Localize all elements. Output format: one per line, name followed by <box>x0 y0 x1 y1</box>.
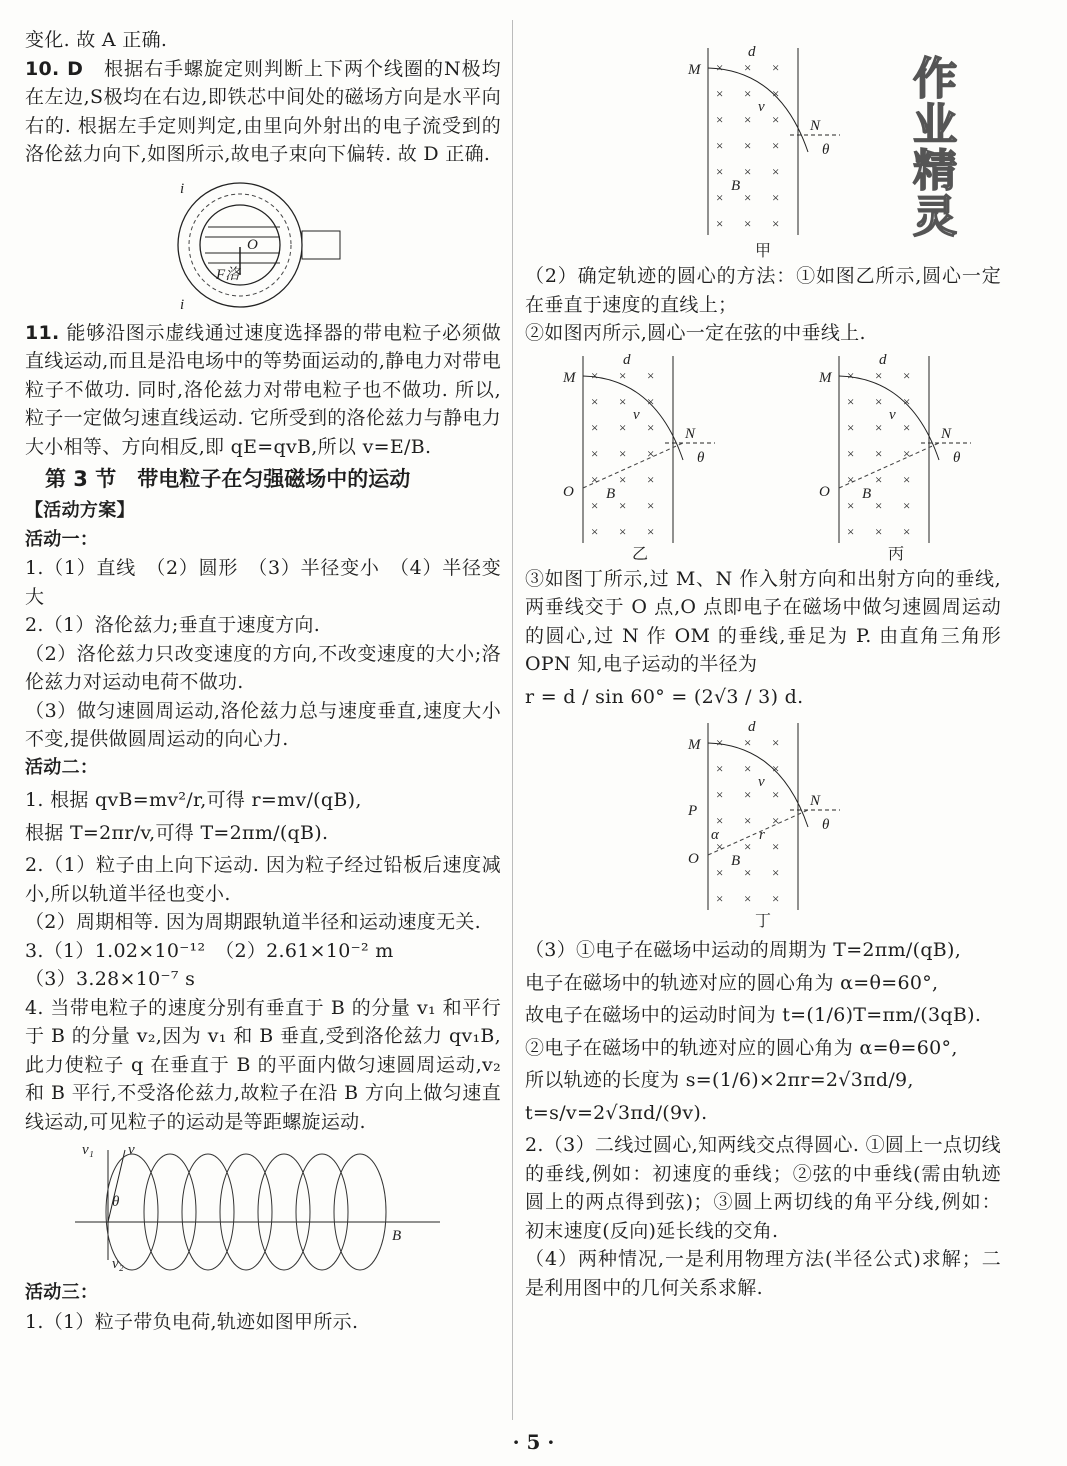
caption-bing: 丙 <box>887 543 904 563</box>
field-cross-mark: × <box>716 865 724 880</box>
formula-line: 所以轨迹的长度为 s=(1/6)×2πr=2√3πd/9, <box>525 1069 914 1091</box>
label-v: v <box>889 406 896 423</box>
field-cross-mark: × <box>716 216 724 231</box>
label-v1: v₁ <box>82 1142 94 1158</box>
field-cross-mark: × <box>875 419 883 435</box>
field-cross-mark: × <box>772 787 780 802</box>
label-d: d <box>879 351 887 368</box>
label-current: i <box>180 296 185 313</box>
field-cross-mark: × <box>716 86 724 101</box>
label-current: i <box>180 180 185 197</box>
label-lorentz-force: F洛 <box>216 266 241 283</box>
field-cross-mark: × <box>744 839 752 854</box>
watermark: 作业精灵 <box>905 55 956 239</box>
field-cross-mark: × <box>744 787 752 802</box>
field-cross-mark: × <box>772 138 780 153</box>
formula-line: （3）①电子在磁场中运动的周期为 T=2πm/(qB), <box>525 939 962 961</box>
field-cross-mark: × <box>591 471 599 487</box>
field-cross-mark: × <box>744 60 752 75</box>
figure-yi <box>555 348 725 543</box>
label-r: r <box>759 827 765 843</box>
field-cross-mark: × <box>716 112 724 127</box>
label-b: B <box>392 1228 402 1244</box>
field-cross-mark: × <box>716 891 724 906</box>
field-cross-mark: × <box>647 419 655 435</box>
field-cross-mark: × <box>744 891 752 906</box>
section-title: 第 3 节 带电粒子在匀强磁场中的运动 <box>45 467 411 491</box>
field-cross-mark: × <box>875 445 883 461</box>
field-cross-mark: × <box>744 735 752 750</box>
field-cross-mark: × <box>903 471 911 487</box>
field-cross-mark: × <box>772 86 780 101</box>
paragraph: 2.（1）粒子由上向下运动. 因为粒子经过铅板后速度减小,所以轨道半径也变小. <box>25 854 501 905</box>
paragraph: 变化. 故 A 正确. <box>25 29 168 51</box>
field-cross-mark: × <box>847 419 855 435</box>
field-cross-mark: × <box>647 393 655 409</box>
activity-plan-heading: 【活动方案】 <box>25 500 135 521</box>
field-cross-mark: × <box>772 112 780 127</box>
label-o: O <box>247 236 258 253</box>
figure-pair <box>525 348 1001 565</box>
label-o: O <box>688 851 699 867</box>
field-cross-mark: × <box>744 865 752 880</box>
label-n: N <box>810 118 821 134</box>
field-cross-mark: × <box>619 367 627 383</box>
answer-11 <box>25 319 501 462</box>
field-cross-mark: × <box>772 891 780 906</box>
field-cross-mark: × <box>772 813 780 828</box>
field-cross-mark: × <box>903 393 911 409</box>
paragraph: （2）洛伦兹力只改变速度的方向,不改变速度的大小;洛伦兹力对运动电荷不做功. <box>25 642 501 693</box>
figure-ding <box>680 715 850 910</box>
label-b: B <box>731 853 741 869</box>
label-theta: θ <box>822 817 830 833</box>
field-cross-mark: × <box>647 445 655 461</box>
field-cross-mark: × <box>847 471 855 487</box>
label-b: B <box>606 485 616 502</box>
field-cross-mark: × <box>772 839 780 854</box>
helix-loop <box>220 1154 272 1270</box>
field-cross-mark: × <box>619 393 627 409</box>
label-v: v <box>758 774 765 790</box>
answer-text: 能够沿图示虚线通过速度选择器的带电粒子必须做直线运动,而且是沿电场中的等势面运动的,静电力对带电粒子不做功. 同时,洛伦兹力对带电粒子也不做功. 所以,粒子一定做匀速直线运动. 它所受到的洛伦兹力与静电力大小相等、方向相反,即 qE=qvB,所以 v=E/B. <box>25 321 501 458</box>
label-p: P <box>688 803 698 819</box>
field-cross-mark: × <box>772 735 780 750</box>
field-cross-mark: × <box>744 138 752 153</box>
formula-line: r = d / sin 60° = (2√3 / 3) d. <box>525 685 804 708</box>
caption-jia: 甲 <box>754 241 771 260</box>
paragraph: ②如图丙所示,圆心一定在弦的中垂线上. <box>525 322 866 344</box>
label-n: N <box>685 425 696 442</box>
formula-line: t=s/v=2√3πd/(9v). <box>525 1101 708 1124</box>
label-o: O <box>819 483 830 500</box>
solenoid-figure <box>150 175 360 315</box>
label-alpha: α <box>711 827 719 843</box>
label-m: M <box>563 369 576 386</box>
label-d: d <box>623 351 631 368</box>
field-cross-mark: × <box>875 471 883 487</box>
label-v: v <box>633 406 640 423</box>
field-cross-mark: × <box>619 497 627 513</box>
label-m: M <box>819 369 832 386</box>
label-theta: θ <box>953 449 961 466</box>
label-b: B <box>862 485 872 502</box>
label-b: B <box>731 178 741 194</box>
field-cross-mark: × <box>875 497 883 513</box>
activity-2-heading: 活动二： <box>25 756 99 778</box>
field-cross-mark: × <box>716 839 724 854</box>
field-cross-mark: × <box>903 523 911 539</box>
field-cross-mark: × <box>591 497 599 513</box>
paragraph: （2）周期相等. 因为周期跟轨道半径和运动速度无关. <box>25 911 482 933</box>
field-cross-mark: × <box>716 735 724 750</box>
paragraph: 4. 当带电粒子的速度分别有垂直于 B 的分量 v₁ 和平行于 B 的分量 v₂,因为 v₁ 和 B 垂直,受到洛伦兹力 qv₁B,此力使粒子 q 在垂直于 B 的平面内做匀速圆周运动,v₂ 和 B 平行,不受洛伦兹力,故粒子在沿 B 方向上做匀速直线运动,可见粒子的运动是等距螺旋运动. <box>25 996 501 1133</box>
field-cross-mark: × <box>772 164 780 179</box>
field-cross-mark: × <box>716 164 724 179</box>
field-cross-mark: × <box>619 523 627 539</box>
field-cross-mark: × <box>903 497 911 513</box>
paragraph: （2）确定轨迹的圆心的方法：①如图乙所示,圆心一定在垂直于速度的直线上； <box>525 265 1001 316</box>
helix-loop <box>334 1154 386 1270</box>
field-cross-mark: × <box>903 445 911 461</box>
helix-figure <box>70 1140 450 1275</box>
field-cross-mark: × <box>619 471 627 487</box>
field-cross-mark: × <box>716 60 724 75</box>
paragraph: 1.（1）粒子带负电荷,轨迹如图甲所示. <box>25 1310 359 1333</box>
field-cross-mark: × <box>647 471 655 487</box>
label-o: O <box>563 483 574 500</box>
field-cross-mark: × <box>772 761 780 776</box>
paragraph: 2.（3）二线过圆心,知两线交点得圆心. ①圆上一点切线的垂线,例如：初速度的垂线；②弦的中垂线(需由轨迹圆上的两点得到弦)；③圆上两切线的角平分线,例如：初末速度(反向)延长线的交角. <box>525 1134 1001 1242</box>
answer-10 <box>25 55 501 169</box>
item-number: 11. <box>25 321 60 344</box>
field-cross-mark: × <box>847 445 855 461</box>
figure-yi-wrap <box>555 348 725 565</box>
field-cross-mark: × <box>744 112 752 127</box>
field-cross-mark: × <box>875 367 883 383</box>
column-divider <box>512 20 513 1420</box>
paragraph: （4）两种情况,一是利用物理方法(半径公式)求解；二是利用图中的几何关系求解. <box>525 1248 1001 1299</box>
activity-1-heading: 活动一： <box>25 528 99 550</box>
field-cross-mark: × <box>847 367 855 383</box>
helix-loop <box>296 1154 348 1270</box>
field-cross-mark: × <box>903 367 911 383</box>
label-v: v <box>128 1142 135 1158</box>
paragraph: ③如图丁所示,过 M、N 作入射方向和出射方向的垂线,两垂线交于 O 点,O 点即电子在磁场中做匀速圆周运动的圆心,过 N 作 OM 的垂线,垂足为 P. 由直角三角形 OPN 知,电子运动的半径为 <box>525 567 1001 675</box>
field-cross-mark: × <box>591 445 599 461</box>
caption-ding: 丁 <box>754 911 771 930</box>
label-m: M <box>688 62 701 78</box>
paragraph: 3.（1）1.02×10⁻¹² （2）2.61×10⁻² m <box>25 939 394 962</box>
field-cross-mark: × <box>772 865 780 880</box>
formula-line: 1. 根据 qvB=mv²/r,可得 r=mv/(qB), <box>25 789 362 811</box>
paragraph: 1.（1）直线 （2）圆形 （3）半径变小 （4）半径变大 <box>25 557 501 608</box>
label-n: N <box>941 425 952 442</box>
label-theta: θ <box>697 449 705 466</box>
field-cross-mark: × <box>744 813 752 828</box>
field-cross-mark: × <box>647 523 655 539</box>
paragraph: （3）3.28×10⁻⁷ s <box>25 968 196 990</box>
field-cross-mark: × <box>744 190 752 205</box>
paragraph: 2.（1）洛伦兹力;垂直于速度方向. <box>25 614 321 636</box>
field-cross-mark: × <box>619 445 627 461</box>
caption-yi: 乙 <box>631 543 648 563</box>
field-cross-mark: × <box>744 164 752 179</box>
left-column <box>25 26 501 1336</box>
field-cross-mark: × <box>716 813 724 828</box>
formula-line: ②电子在磁场中的轨迹对应的圆心角为 α=θ=60°, <box>525 1036 958 1059</box>
field-cross-mark: × <box>847 523 855 539</box>
field-cross-mark: × <box>619 419 627 435</box>
field-cross-mark: × <box>591 419 599 435</box>
field-cross-mark: × <box>847 497 855 513</box>
figure-bing <box>811 348 981 543</box>
field-cross-mark: × <box>744 86 752 101</box>
field-cross-mark: × <box>716 787 724 802</box>
field-cross-mark: × <box>744 216 752 231</box>
label-v2: v₂ <box>112 1256 124 1272</box>
field-cross-mark: × <box>772 190 780 205</box>
formula-line: 根据 T=2πr/v,可得 T=2πm/(qB). <box>25 821 329 844</box>
field-cross-mark: × <box>847 393 855 409</box>
helix-loop <box>106 1154 158 1270</box>
label-theta: θ <box>822 142 830 158</box>
field-cross-mark: × <box>716 190 724 205</box>
label-n: N <box>810 793 821 809</box>
helix-loop <box>182 1154 234 1270</box>
label-d: d <box>748 719 756 735</box>
field-cross-mark: × <box>591 367 599 383</box>
helix-loop <box>258 1154 310 1270</box>
page-number: · 5 · <box>512 1430 555 1454</box>
field-cross-mark: × <box>647 367 655 383</box>
label-v: v <box>758 99 765 115</box>
formula-line: 故电子在磁场中的运动时间为 t=(1/6)T=πm/(3qB). <box>525 1004 982 1026</box>
label-theta: θ <box>112 1194 120 1210</box>
figure-jia <box>680 40 850 240</box>
field-cross-mark: × <box>744 761 752 776</box>
label-m: M <box>688 737 701 753</box>
field-cross-mark: × <box>591 523 599 539</box>
answer-text: 根据右手螺旋定则判断上下两个线圈的N极均在左边,S极均在右边,即铁芯中间处的磁场方向是水平向右的. 根据左手定则判定,由里向外射出的电子流受到的洛伦兹力向下,如图所示,故电子束向下偏转. 故 D 正确. <box>25 57 501 165</box>
figure-bing-wrap <box>811 348 981 565</box>
field-cross-mark: × <box>716 761 724 776</box>
field-cross-mark: × <box>591 393 599 409</box>
field-cross-mark: × <box>647 497 655 513</box>
field-cross-mark: × <box>903 419 911 435</box>
item-number: 10. D <box>25 57 84 80</box>
field-cross-mark: × <box>875 523 883 539</box>
field-cross-mark: × <box>716 138 724 153</box>
paragraph: （3）做匀速圆周运动,洛伦兹力总与速度垂直,速度大小不变,提供做圆周运动的向心力. <box>25 699 501 750</box>
field-cross-mark: × <box>875 393 883 409</box>
label-d: d <box>748 44 756 60</box>
activity-3-heading: 活动三： <box>25 1282 99 1303</box>
field-cross-mark: × <box>772 60 780 75</box>
field-cross-mark: × <box>772 216 780 231</box>
helix-loop <box>144 1154 196 1270</box>
formula-line: 电子在磁场中的轨迹对应的圆心角为 α=θ=60°, <box>525 971 939 994</box>
